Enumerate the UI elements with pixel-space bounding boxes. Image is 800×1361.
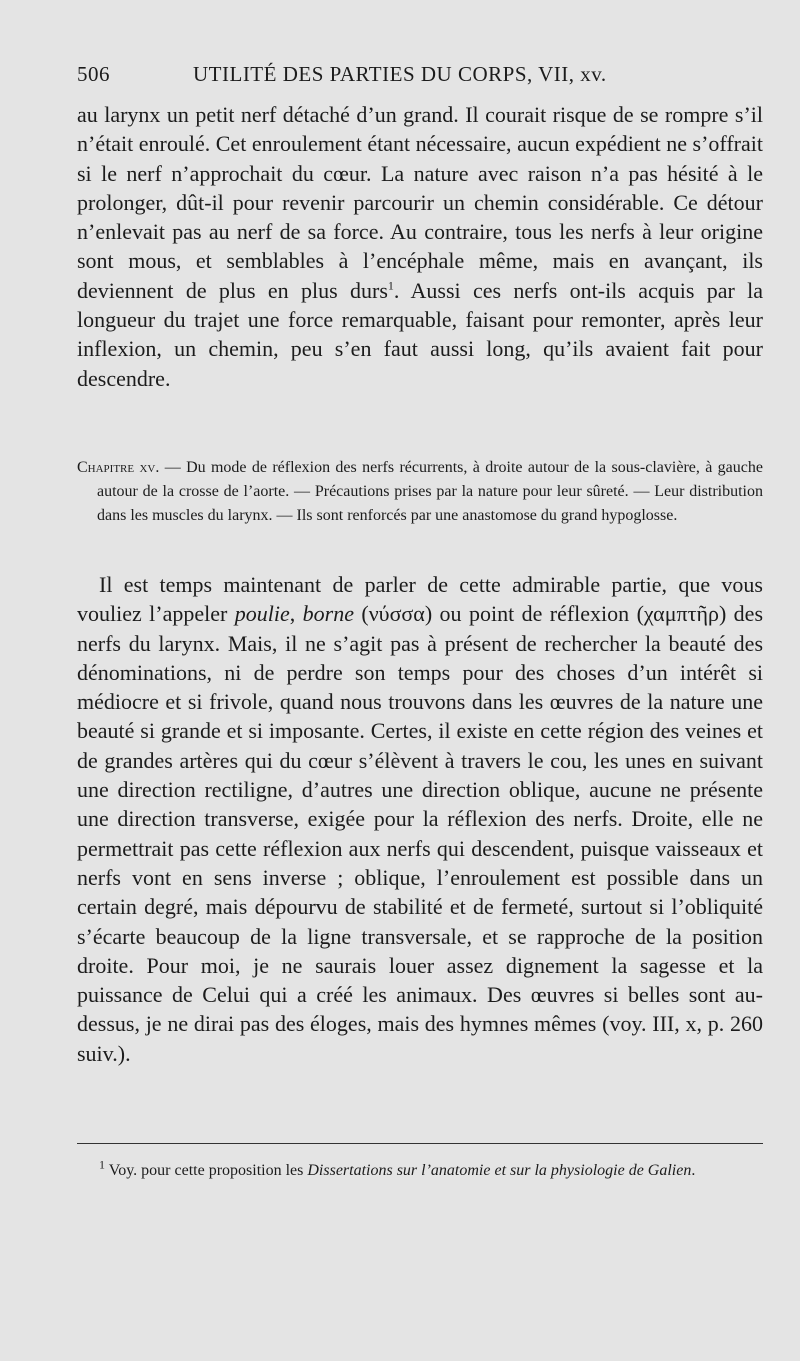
footnote-reference: 1 <box>387 278 394 293</box>
paragraph-text-3: (νύσσα) ou point de réflexion (χαμπτῆρ) des nerfs du larynx. Mais, il ne s’agit pas à présent de rechercher la beauté des dénominations, ni de perdre son temps pour des choses d’un intérêt si médiocre et si frivole, quand nous trouvons dans les œuvres de la nature une beauté si grande et si imposante. Certes, il existe en cette région des veines et de grandes artères qui du cœur s’élèvent à travers le cou, les unes en suivant une direction rectiligne, d’autres une direction oblique, aucune ne présente une direction transverse, exigée pour la réflexion des nerfs. Droite, elle ne permettrait pas cette réflexion aux nerfs qui descendent, puisque vaisseaux et nerfs vont en sens inverse ; oblique, l’enroulement est possible dans un certain degré, mais dépourvu de stabilité et de fermeté, surtout si l’obliquité s’écarte beaucoup de la ligne transversale, et se rapproche de la position droite. Pour moi, je ne saurais louer assez dignement la sagesse et la puissance de Celui qui a créé les animaux. Des œuvres si belles sont au-dessus, je ne dirai pas des éloges, mais des hymnes mêmes (voy. III, x, p. 260 suiv.). <box>77 601 764 1066</box>
chapter-label: Chapitre xv. <box>77 459 160 476</box>
footnote-marker: 1 <box>99 1157 105 1172</box>
chapter-paragraph <box>77 570 763 1068</box>
chapter-summary-text: — Du mode de réflexion des nerfs récurrents, à droite autour de la sous-clavière, à gauche autour de la crosse de l’aorte. — Précautions prises par la nature pour leur sûreté. — Leur distribution dans les muscles du larynx. — Ils sont renforcés par une anastomose du grand hypoglosse. <box>97 459 763 524</box>
running-title: UTILITÉ DES PARTIES DU CORPS, VII, xv. <box>193 62 607 86</box>
term-borne: borne <box>302 601 354 627</box>
footnote <box>77 1158 763 1184</box>
paragraph-text-after: . Aussi ces nerfs ont-ils acquis par la longueur du trajet une force remarquable, faisant pour remonter, après leur inflexion, un chemin, peu s’en faut aussi long, qu’ils avaient fait pour descendre. <box>77 277 763 391</box>
paragraph-continuation <box>77 100 763 393</box>
paragraph-text-1: Il est temps maintenant de parler de cette admirable partie, que vous vouliez l’appeler <box>77 572 763 627</box>
term-poulie: poulie <box>234 601 290 627</box>
footnote-text: Voy. pour cette proposition les <box>105 1162 308 1179</box>
chapter-summary <box>77 456 763 528</box>
footnote-title: Dissertations sur l’anatomie et sur la physiologie de Galien <box>307 1162 692 1179</box>
footnote-text-end: . <box>691 1162 696 1179</box>
page-number: 506 <box>77 62 110 86</box>
footnote-divider <box>77 1143 763 1144</box>
paragraph-text: au larynx un petit nerf détaché d’un grand. Il courait risque de se rompre s’il n’était enroulé. Cet enroulement étant nécessaire, aucun expédient ne s’offrait si le nerf n’approchait du cœur. La nature avec raison n’a pas hésité à le prolonger, dût-il pour revenir parcourir un chemin considérable. Ce détour n’enlevait pas au nerf de sa force. Au contraire, tous les nerfs à leur origine sont mous, et semblables à l’encéphale même, mais en avançant, ils deviennent de plus en plus durs <box>77 102 763 303</box>
paragraph-text-2: , <box>289 601 303 627</box>
